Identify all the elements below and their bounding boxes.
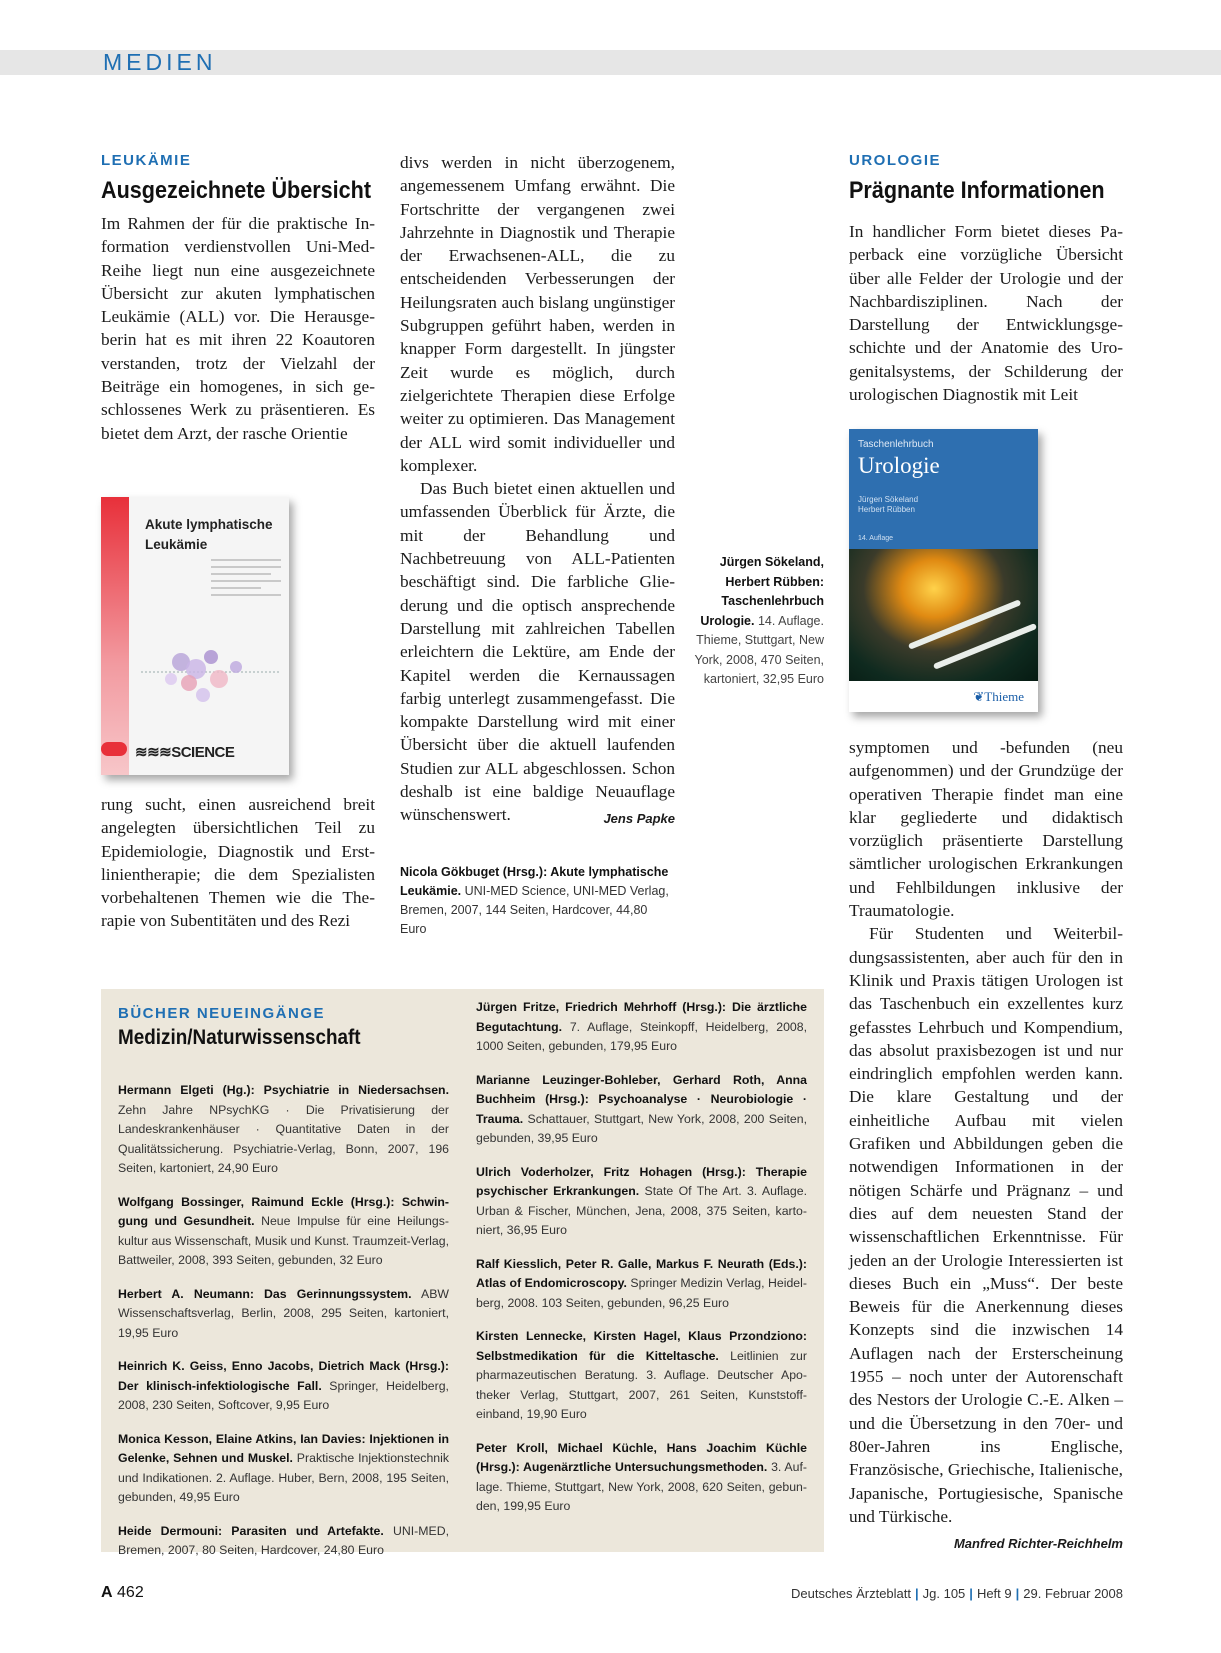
new-books-list-right xyxy=(476,998,807,1531)
article-headline: Ausgezeichnete Übersicht xyxy=(101,177,372,204)
journal-footer: Deutsches Ärzteblatt | Jg. 105 | Heft 9 | 29. Februar 2008 xyxy=(791,1586,1123,1601)
new-books-list-left xyxy=(118,1081,449,1575)
cover-title: Akute lymphatische Leukämie xyxy=(145,517,273,552)
article-leukaemie-column-1 xyxy=(101,152,375,445)
journal-issue: Heft 9 xyxy=(976,1586,1012,1601)
book-entry: Ralf Kiesslich, Peter R. Galle, Markus F. Neurath (Eds.): Atlas of Endomicroscopy. Springer Medizin Verlag, Heidelberg, 2008. 103 Seiten, gebunden, 96,25 Euro xyxy=(476,1256,807,1310)
book-entry: Heinrich K. Geiss, Enno Jacobs, Dietrich Mack (Hrsg.): Der klinisch-infektiologische Fall. Springer, Heidelberg, 2008, 230 Seiten, Softcover, 9,95 Euro xyxy=(118,1359,449,1412)
book-entry: Wolfgang Bossinger, Raimund Eckle (Hrsg.): Schwingung und Gesundheit. Neue Impulse für eine Heilungskultur aus Wissenschaft, Musik und Kunst. Traumzeit-Verlag, Battweiler, 2008, 393 Seiten, gebunden, 32 Euro xyxy=(118,1194,449,1267)
journal-date: 29. Februar 2008 xyxy=(1023,1586,1123,1601)
journal-name: Deutsches Ärzteblatt xyxy=(791,1586,911,1601)
book-entry: Marianne Leuzinger-Bohleber, Gerhard Roth, Anna Buchheim (Hrsg.): Psychoanalyse · Neurobiologie · Trauma. Schattauer, Stuttgart, New York, 2008, 200 Seiten, gebunden, 39,95 Euro xyxy=(476,1072,807,1145)
book-cover-urologie xyxy=(849,429,1038,712)
book-entry: Jürgen Fritze, Friedrich Mehrhoff (Hrsg.): Die ärztliche Begutachtung. 7. Auflage, Steinkopff, Heidelberg, 2008, 1000 Seiten, gebunden, 179,95 Euro xyxy=(476,1000,807,1053)
article-body-text: Im Rahmen der für die praktische Information verdienstvollen Uni-Med-Reihe liegt nun eine ausgezeichnete Übersicht zur akuten lymphatischen Leukämie (ALL) vor. Die Herausgeberin hat es mit ihren 22 Koautoren verstanden, trotz der Vielzahl der Beiträge ein homogenes, in sich geschlossenes Werk zu präsentieren. Es bietet dem Arzt, der rasche Orientie xyxy=(101,214,375,443)
article-urologie-column-continued xyxy=(849,736,1123,1555)
book-entry: Hermann Elgeti (Hg.): Psychiatrie in Niedersachsen. Zehn Jahre NPsychKG · Die Privatisierung der Landeskrankenhäuser · Quantitative Daten in der Qualitätssicherung. Psychiatrie-Verlag, Bonn, 2007, 196 Seiten, kartoniert, 24,90 Euro xyxy=(118,1083,449,1175)
cover-edition: 14. Auflage xyxy=(858,535,894,542)
book-cover-leukaemie xyxy=(101,497,289,775)
book-entry: Peter Kroll, Michael Küchle, Hans Joachim Küchle (Hrsg.): Augenärztliche Untersuchungsmethoden. 3. Auflage. Thieme, Stuttgart, New York, 2008, 620 Seiten, gebunden, 199,95 Euro xyxy=(476,1440,807,1513)
article-author: Manfred Richter-Reichhelm xyxy=(953,1536,1123,1552)
book-entry: Heide Dermouni: Parasiten und Artefakte. UNI-MED, Bremen, 2007, 80 Seiten, Hardcover, 24,80 Euro xyxy=(118,1523,449,1557)
page-number: A 462 xyxy=(101,1584,144,1601)
article-urologie-column xyxy=(849,152,1123,406)
cover-photo xyxy=(849,549,1038,681)
book-entry: Ulrich Voderholzer, Fritz Hohagen (Hrsg.): Therapie psychischer Erkrankungen. State Of The Art. 3. Auflage. Urban & Fischer, München, Jena, 2008, 375 Seiten, kartoniert, 36,95 Euro xyxy=(476,1164,807,1237)
article-kicker: UROLOGIE xyxy=(849,152,942,169)
cover-authors: Jürgen Sökeland Herbert Rübben xyxy=(858,495,919,514)
article-author: Jens Papke xyxy=(603,811,675,827)
book-reference: Nicola Gökbuget (Hrsg.): Akute lymphatische Leukämie. UNI-MED Science, UNI-MED Verlag, Bremen, 2007, 144 Seiten, Hardcover, 44,80 Euro xyxy=(400,864,669,936)
publisher-logo xyxy=(101,742,127,756)
article-body-text: In handlicher Form bietet dieses Paperback eine vorzügliche Übersicht über alle Felder der Urologie und der Nachbardisziplinen. Nach der Darstellung der Entwicklungsgeschichte und der Anatomie des Urogenitalsystems, der Schilderung der urologischen Diagnostik mit Leit xyxy=(849,222,1123,405)
section-label: MEDIEN xyxy=(103,49,217,75)
cover-fineprint xyxy=(211,559,281,601)
book-entry: Herbert A. Neumann: Das Gerinnungssystem. ABW Wissenschaftsverlag, Berlin, 2008, 295 Seiten, kartoniert, 19,95 Euro xyxy=(118,1286,449,1340)
cover-cell-illustration xyxy=(141,617,281,727)
article-headline: Prägnante Informationen xyxy=(849,177,1105,204)
cover-series: ≋≋≋SCIENCE xyxy=(135,744,235,761)
cover-series: Taschenlehrbuch xyxy=(858,439,934,450)
box-headline: Medizin/Naturwissenschaft xyxy=(118,1026,361,1049)
box-kicker: BÜCHER NEUEINGÄNGE xyxy=(118,1005,326,1022)
article-body-text: Für Studenten und Weiterbildungsassistenten, aber auch für den in Klinik und Praxis tätigen Urologen ist das Taschenbuch ein exzellentes kurz gefasstes Lehrbuch und Kompendium, das absolut praxisbezogen ist und nur eindringlich empfohlen werden kann. Die klare Gestaltung und der einheitliche Aufbau mit vielen Grafiken und Abbildungen geben die notwendigen Informationen in der nötigen Schärfe und Prägnanz – und dies auf dem neuesten Stand der wissenschaftlichen Erkenntnisse. Für jeden an der Urologie Interessierten ist dieses Buch ein „Muss“. Der beste Beweis für die Anerkennung dieses Konzepts sind die inzwischen 14 Auflagen nach der Ersterscheinung 1955 – noch unter der Autorenschaft des Nestors der Urologie C.-E. Alken – und die Übersetzung in den 70er- und 80er-Jahren ins Englische, Französische, Griechische, Italienische, Japanische, Portugiesische, Spanische und Türkische. Manfred Richter-Reichhelm xyxy=(849,922,1123,1528)
article-leukaemie-column-1-continued xyxy=(101,793,375,933)
new-books-box xyxy=(101,989,824,1557)
article-kicker: LEUKÄMIE xyxy=(101,152,192,169)
article-body-text: symptomen und -befunden (neu aufgenommen) und der Grundzüge der operativen Therapie findet man eine klar gegliederte und didaktisch vorzüglich präsentierte Darstellung sämtlicher urologischen Erkrankungen und Fehlbildungen inklusive der Traumatologie. xyxy=(849,738,1123,921)
article-body-text: divs werden in nicht überzogenem, angemessenem Umfang erwähnt. Die Fortschritte der vergangenen zwei Jahrzehnte in Diagnostik und Therapie der Erwachsenen-ALL, die zu entscheidenden Verbesserungen der Heilungsraten auch bislang ungünstiger Subgruppen geführt haben, werden in knapper Form dargestellt. In jüngster Zeit wurde es möglich, durch zielgerichtete Therapien diese Erfolge weiter zu optimieren. Das Management der ALL wird somit individueller und komplexer. xyxy=(400,153,675,475)
book-entry: Kirsten Lennecke, Kirsten Hagel, Klaus Przondziono: Selbstmedikation für die Kitteltasche. Leitlinien zur pharmazeutischen Beratung. 3. Auflage. Deutscher Apotheker Verlag, Stuttgart, 2007, 261 Seiten, Kunststoffeinband, 19,90 Euro xyxy=(476,1329,807,1421)
article-body-text: rung sucht, einen ausreichend breit angelegten übersichtlichen Teil zu Epidemiologie, Diagnostik und Erstlinientherapie; die dem Spezialisten vorbehaltenen Themen wie die Therapie von Subentitäten und des Rezi xyxy=(101,795,375,931)
article-body-text: Das Buch bietet einen aktuellen und umfassenden Überblick für Ärzte, die mit der Behandlung und Nachbetreuung von ALL-Patienten beschäftigt sind. Die farbliche Gliederung und die optisch ansprechende Darstellung mit zahlreichen Tabellen erleichtern die Lektüre, am Ende der Kapitel werden die Kernaussagen farbig unterlegt zusammengefasst. Die kompakte Darstellung wird mit einer Übersicht über die aktuell laufenden Studien zur ALL abgeschlossen. Schon deshalb ist eine baldige Neuauflage wünschenswert. Jens Papke xyxy=(400,477,675,826)
cover-accent-bar xyxy=(101,497,129,775)
cover-title: Urologie xyxy=(858,453,940,478)
book-reference-urologie: Jürgen Sökeland, Herbert Rübben: Taschenlehrbuch Urologie. 14. Auflage. Thieme, Stuttgart, New York, 2008, 470 Seiten, kartoniert, 32,95 Euro xyxy=(694,555,824,686)
cover-publisher: ❦Thieme xyxy=(973,689,1024,704)
book-entry: Monica Kesson, Elaine Atkins, Ian Davies: Injektionen in Gelenke, Sehnen und Muskel. Praktische Injektionstechnik und Indikationen. 2. Auflage. Huber, Bern, 2008, 195 Seiten, gebunden, 49,95 Euro xyxy=(118,1431,449,1504)
article-leukaemie-column-2 xyxy=(400,151,675,939)
journal-volume: Jg. 105 xyxy=(922,1586,966,1601)
